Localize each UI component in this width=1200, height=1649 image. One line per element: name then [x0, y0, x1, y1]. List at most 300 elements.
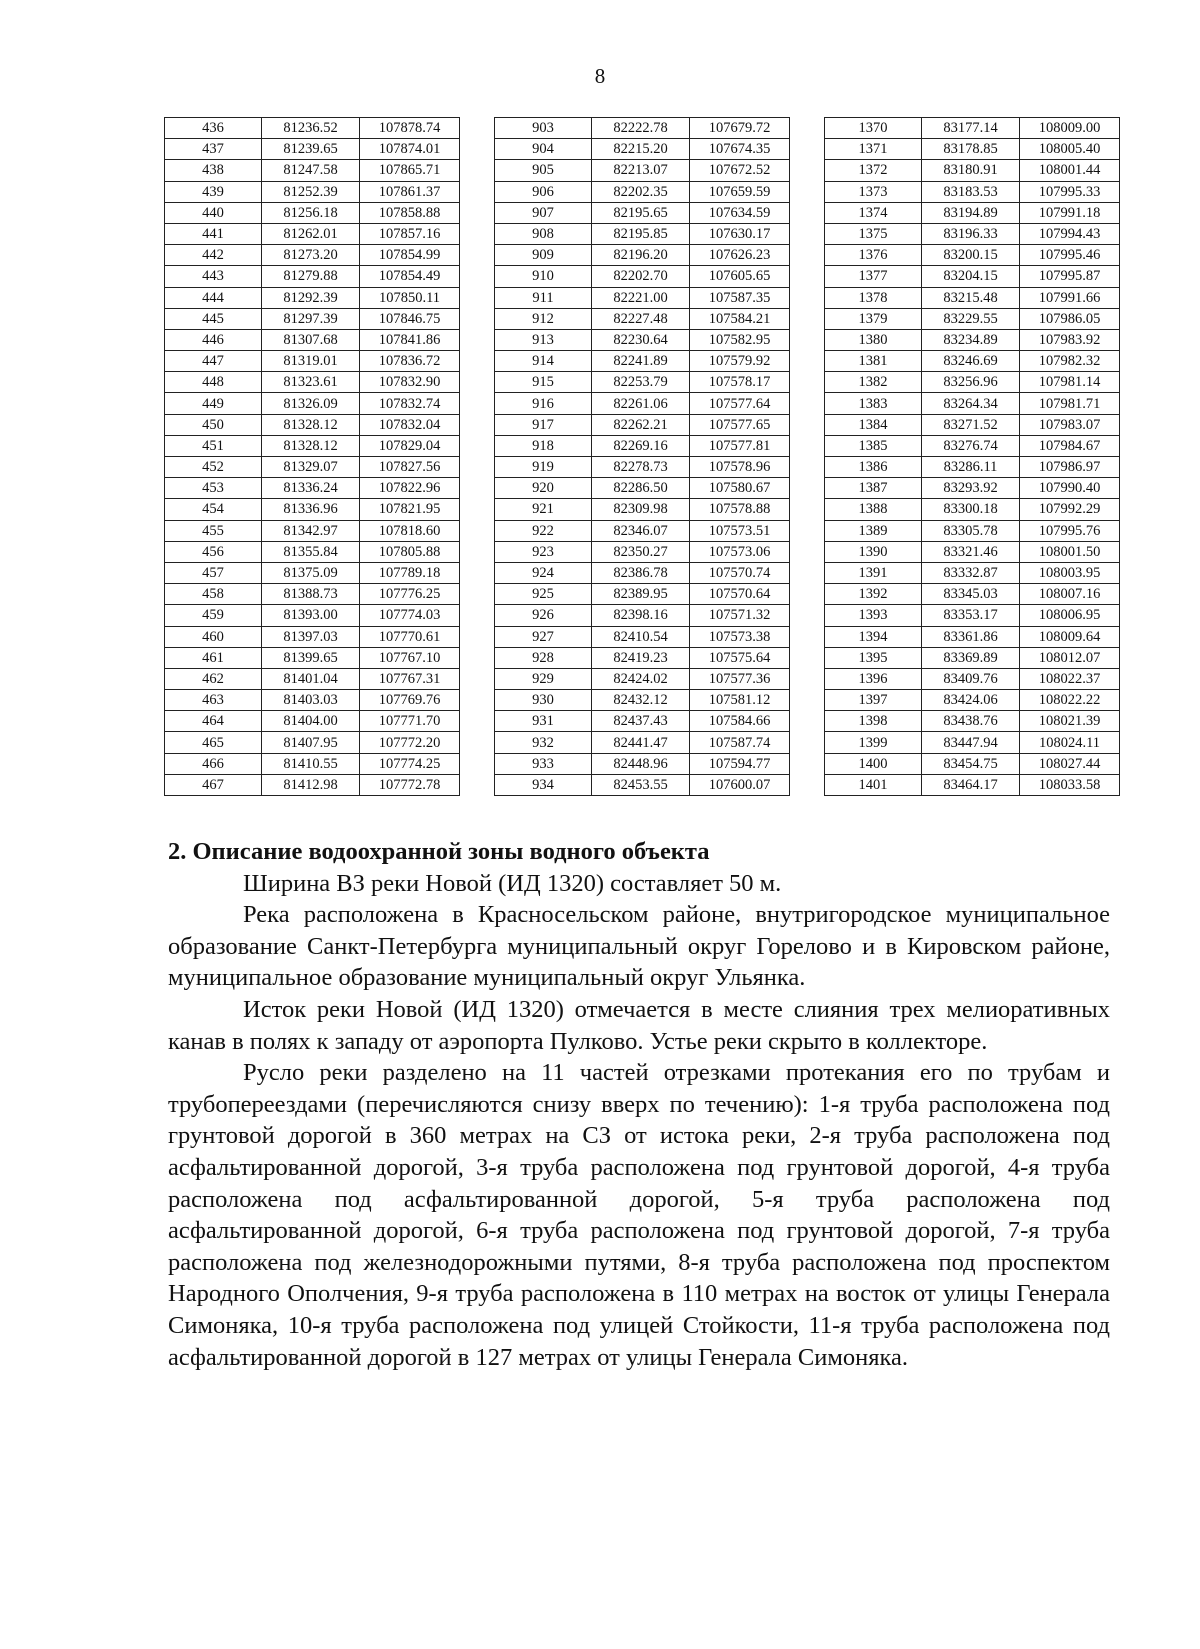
x-coordinate-cell: 81239.65 — [262, 139, 360, 160]
table-row — [165, 732, 460, 753]
y-coordinate-cell: 107672.52 — [690, 160, 790, 181]
point-number-cell: 467 — [165, 774, 262, 795]
x-coordinate-cell: 81262.01 — [262, 223, 360, 244]
point-number-cell: 441 — [165, 223, 262, 244]
x-coordinate-cell: 83369.89 — [922, 647, 1020, 668]
y-coordinate-cell: 107850.11 — [360, 287, 460, 308]
point-number-cell: 905 — [495, 160, 592, 181]
table-row — [495, 562, 790, 583]
y-coordinate-cell: 107878.74 — [360, 118, 460, 139]
y-coordinate-cell: 107995.76 — [1020, 520, 1120, 541]
x-coordinate-cell: 82253.79 — [592, 372, 690, 393]
table-row — [165, 287, 460, 308]
x-coordinate-cell: 82213.07 — [592, 160, 690, 181]
coordinate-table-3 — [824, 117, 1120, 796]
x-coordinate-cell: 83177.14 — [922, 118, 1020, 139]
x-coordinate-cell: 83409.76 — [922, 668, 1020, 689]
table-row — [165, 139, 460, 160]
y-coordinate-cell: 107571.32 — [690, 605, 790, 626]
table-row — [495, 160, 790, 181]
y-coordinate-cell: 107861.37 — [360, 181, 460, 202]
table-row — [825, 457, 1120, 478]
table-row — [495, 774, 790, 795]
point-number-cell: 445 — [165, 308, 262, 329]
y-coordinate-cell: 107584.21 — [690, 308, 790, 329]
x-coordinate-cell: 81401.04 — [262, 668, 360, 689]
y-coordinate-cell: 108021.39 — [1020, 711, 1120, 732]
table-row — [825, 223, 1120, 244]
table-row — [495, 202, 790, 223]
table-row — [825, 118, 1120, 139]
point-number-cell: 919 — [495, 457, 592, 478]
point-number-cell: 1398 — [825, 711, 922, 732]
y-coordinate-cell: 108027.44 — [1020, 753, 1120, 774]
y-coordinate-cell: 107573.51 — [690, 520, 790, 541]
point-number-cell: 462 — [165, 668, 262, 689]
y-coordinate-cell: 107846.75 — [360, 308, 460, 329]
point-number-cell: 913 — [495, 329, 592, 350]
y-coordinate-cell: 107986.05 — [1020, 308, 1120, 329]
x-coordinate-cell: 81323.61 — [262, 372, 360, 393]
table-row — [495, 372, 790, 393]
x-coordinate-cell: 81319.01 — [262, 351, 360, 372]
x-coordinate-cell: 81247.58 — [262, 160, 360, 181]
table-row — [825, 605, 1120, 626]
point-number-cell: 437 — [165, 139, 262, 160]
point-number-cell: 921 — [495, 499, 592, 520]
point-number-cell: 928 — [495, 647, 592, 668]
y-coordinate-cell: 107573.06 — [690, 541, 790, 562]
table-row — [495, 690, 790, 711]
table-row — [165, 774, 460, 795]
y-coordinate-cell: 107772.78 — [360, 774, 460, 795]
point-number-cell: 916 — [495, 393, 592, 414]
y-coordinate-cell: 107770.61 — [360, 626, 460, 647]
y-coordinate-cell: 107983.07 — [1020, 414, 1120, 435]
table-row — [495, 647, 790, 668]
paragraph-location: Река расположена в Красносельском районе, внутригородское муниципальное образование Санкт-Петербурга муниципальный округ Горелово и в Кировском районе, муниципальное образование муниципальный округ Ульянка. — [168, 901, 1110, 992]
point-number-cell: 1400 — [825, 753, 922, 774]
y-coordinate-cell: 107832.04 — [360, 414, 460, 435]
x-coordinate-cell: 83183.53 — [922, 181, 1020, 202]
x-coordinate-cell: 82195.85 — [592, 223, 690, 244]
x-coordinate-cell: 82278.73 — [592, 457, 690, 478]
point-number-cell: 1389 — [825, 520, 922, 541]
table-row — [825, 351, 1120, 372]
point-number-cell: 466 — [165, 753, 262, 774]
point-number-cell: 903 — [495, 118, 592, 139]
point-number-cell: 932 — [495, 732, 592, 753]
y-coordinate-cell: 107573.38 — [690, 626, 790, 647]
point-number-cell: 436 — [165, 118, 262, 139]
y-coordinate-cell: 107630.17 — [690, 223, 790, 244]
y-coordinate-cell: 107584.66 — [690, 711, 790, 732]
table-row — [165, 626, 460, 647]
point-number-cell: 440 — [165, 202, 262, 223]
x-coordinate-cell: 82230.64 — [592, 329, 690, 350]
y-coordinate-cell: 107771.70 — [360, 711, 460, 732]
y-coordinate-cell: 107990.40 — [1020, 478, 1120, 499]
table-row — [495, 393, 790, 414]
x-coordinate-cell: 83353.17 — [922, 605, 1020, 626]
point-number-cell: 934 — [495, 774, 592, 795]
point-number-cell: 1383 — [825, 393, 922, 414]
table-row — [825, 329, 1120, 350]
point-number-cell: 450 — [165, 414, 262, 435]
point-number-cell: 927 — [495, 626, 592, 647]
point-number-cell: 459 — [165, 605, 262, 626]
point-number-cell: 448 — [165, 372, 262, 393]
x-coordinate-cell: 82269.16 — [592, 435, 690, 456]
table-row — [165, 520, 460, 541]
y-coordinate-cell: 107570.74 — [690, 562, 790, 583]
x-coordinate-cell: 83271.52 — [922, 414, 1020, 435]
point-number-cell: 910 — [495, 266, 592, 287]
section-heading: 2. Описание водоохранной зоны водного объекта — [168, 838, 710, 865]
y-coordinate-cell: 107995.33 — [1020, 181, 1120, 202]
x-coordinate-cell: 81236.52 — [262, 118, 360, 139]
table-row — [825, 478, 1120, 499]
point-number-cell: 1376 — [825, 245, 922, 266]
table-row — [165, 647, 460, 668]
y-coordinate-cell: 107986.97 — [1020, 457, 1120, 478]
x-coordinate-cell: 82350.27 — [592, 541, 690, 562]
table-row — [825, 774, 1120, 795]
table-row — [495, 605, 790, 626]
x-coordinate-cell: 82398.16 — [592, 605, 690, 626]
y-coordinate-cell: 107854.99 — [360, 245, 460, 266]
x-coordinate-cell: 82195.65 — [592, 202, 690, 223]
x-coordinate-cell: 81407.95 — [262, 732, 360, 753]
table-row — [825, 647, 1120, 668]
table-row — [825, 711, 1120, 732]
coordinate-table-1 — [164, 117, 460, 796]
table-row — [495, 626, 790, 647]
y-coordinate-cell: 107577.81 — [690, 435, 790, 456]
y-coordinate-cell: 107769.76 — [360, 690, 460, 711]
table-row — [495, 414, 790, 435]
table-row — [165, 499, 460, 520]
x-coordinate-cell: 83178.85 — [922, 139, 1020, 160]
y-coordinate-cell: 107578.88 — [690, 499, 790, 520]
x-coordinate-cell: 81256.18 — [262, 202, 360, 223]
table-row — [165, 329, 460, 350]
y-coordinate-cell: 107865.71 — [360, 160, 460, 181]
point-number-cell: 463 — [165, 690, 262, 711]
paragraph-source: Исток реки Новой (ИД 1320) отмечается в месте слияния трех мелиоративных канав в полях к западу от аэропорта Пулково. Устье реки скрыто в коллекторе. — [168, 995, 1110, 1055]
point-number-cell: 455 — [165, 520, 262, 541]
table-row — [825, 139, 1120, 160]
x-coordinate-cell: 81403.03 — [262, 690, 360, 711]
y-coordinate-cell: 107587.35 — [690, 287, 790, 308]
point-number-cell: 444 — [165, 287, 262, 308]
table-row — [825, 266, 1120, 287]
x-coordinate-cell: 82227.48 — [592, 308, 690, 329]
point-number-cell: 912 — [495, 308, 592, 329]
y-coordinate-cell: 108005.40 — [1020, 139, 1120, 160]
point-number-cell: 465 — [165, 732, 262, 753]
y-coordinate-cell: 107841.86 — [360, 329, 460, 350]
point-number-cell: 1387 — [825, 478, 922, 499]
x-coordinate-cell: 83200.15 — [922, 245, 1020, 266]
point-number-cell: 929 — [495, 668, 592, 689]
table-row — [825, 499, 1120, 520]
x-coordinate-cell: 83332.87 — [922, 562, 1020, 583]
x-coordinate-cell: 83180.91 — [922, 160, 1020, 181]
x-coordinate-cell: 81328.12 — [262, 435, 360, 456]
x-coordinate-cell: 82346.07 — [592, 520, 690, 541]
y-coordinate-cell: 107829.04 — [360, 435, 460, 456]
point-number-cell: 904 — [495, 139, 592, 160]
y-coordinate-cell: 108022.22 — [1020, 690, 1120, 711]
table-row — [165, 584, 460, 605]
table-row — [825, 181, 1120, 202]
point-number-cell: 460 — [165, 626, 262, 647]
point-number-cell: 933 — [495, 753, 592, 774]
table-row — [495, 541, 790, 562]
y-coordinate-cell: 107836.72 — [360, 351, 460, 372]
x-coordinate-cell: 83276.74 — [922, 435, 1020, 456]
table-row — [825, 753, 1120, 774]
table-row — [495, 584, 790, 605]
y-coordinate-cell: 107818.60 — [360, 520, 460, 541]
x-coordinate-cell: 82448.96 — [592, 753, 690, 774]
table-row — [165, 668, 460, 689]
point-number-cell: 1391 — [825, 562, 922, 583]
point-number-cell: 1396 — [825, 668, 922, 689]
coordinate-table-2 — [494, 117, 790, 796]
x-coordinate-cell: 81355.84 — [262, 541, 360, 562]
y-coordinate-cell: 107594.77 — [690, 753, 790, 774]
x-coordinate-cell: 83454.75 — [922, 753, 1020, 774]
x-coordinate-cell: 83194.89 — [922, 202, 1020, 223]
y-coordinate-cell: 108009.00 — [1020, 118, 1120, 139]
table-row — [495, 351, 790, 372]
x-coordinate-cell: 83361.86 — [922, 626, 1020, 647]
x-coordinate-cell: 82437.43 — [592, 711, 690, 732]
point-number-cell: 914 — [495, 351, 592, 372]
x-coordinate-cell: 83464.17 — [922, 774, 1020, 795]
x-coordinate-cell: 83264.34 — [922, 393, 1020, 414]
table-row — [165, 202, 460, 223]
table-row — [495, 287, 790, 308]
point-number-cell: 454 — [165, 499, 262, 520]
x-coordinate-cell: 82221.00 — [592, 287, 690, 308]
point-number-cell: 1379 — [825, 308, 922, 329]
y-coordinate-cell: 107832.90 — [360, 372, 460, 393]
y-coordinate-cell: 107774.03 — [360, 605, 460, 626]
x-coordinate-cell: 81279.88 — [262, 266, 360, 287]
y-coordinate-cell: 107579.92 — [690, 351, 790, 372]
x-coordinate-cell: 81297.39 — [262, 308, 360, 329]
table-row — [495, 711, 790, 732]
y-coordinate-cell: 107577.36 — [690, 668, 790, 689]
x-coordinate-cell: 81307.68 — [262, 329, 360, 350]
x-coordinate-cell: 83447.94 — [922, 732, 1020, 753]
x-coordinate-cell: 82410.54 — [592, 626, 690, 647]
x-coordinate-cell: 81399.65 — [262, 647, 360, 668]
table-row — [825, 372, 1120, 393]
table-row — [825, 160, 1120, 181]
point-number-cell: 442 — [165, 245, 262, 266]
point-number-cell: 439 — [165, 181, 262, 202]
point-number-cell: 451 — [165, 435, 262, 456]
point-number-cell: 931 — [495, 711, 592, 732]
table-row — [495, 499, 790, 520]
table-row — [495, 139, 790, 160]
x-coordinate-cell: 81404.00 — [262, 711, 360, 732]
table-row — [165, 266, 460, 287]
x-coordinate-cell: 81252.39 — [262, 181, 360, 202]
table-row — [165, 435, 460, 456]
point-number-cell: 1397 — [825, 690, 922, 711]
table-row — [165, 753, 460, 774]
y-coordinate-cell: 107874.01 — [360, 139, 460, 160]
y-coordinate-cell: 108003.95 — [1020, 562, 1120, 583]
table-row — [825, 202, 1120, 223]
y-coordinate-cell: 107995.46 — [1020, 245, 1120, 266]
point-number-cell: 453 — [165, 478, 262, 499]
table-row — [165, 351, 460, 372]
x-coordinate-cell: 83234.89 — [922, 329, 1020, 350]
point-number-cell: 1393 — [825, 605, 922, 626]
y-coordinate-cell: 107995.87 — [1020, 266, 1120, 287]
table-row — [165, 245, 460, 266]
table-row — [165, 160, 460, 181]
x-coordinate-cell: 83246.69 — [922, 351, 1020, 372]
y-coordinate-cell: 107832.74 — [360, 393, 460, 414]
table-row — [495, 329, 790, 350]
point-number-cell: 1371 — [825, 139, 922, 160]
x-coordinate-cell: 83196.33 — [922, 223, 1020, 244]
table-row — [825, 287, 1120, 308]
x-coordinate-cell: 82453.55 — [592, 774, 690, 795]
y-coordinate-cell: 107626.23 — [690, 245, 790, 266]
x-coordinate-cell: 83286.11 — [922, 457, 1020, 478]
table-row — [825, 245, 1120, 266]
y-coordinate-cell: 108001.44 — [1020, 160, 1120, 181]
table-row — [825, 584, 1120, 605]
point-number-cell: 1370 — [825, 118, 922, 139]
y-coordinate-cell: 107581.12 — [690, 690, 790, 711]
table-row — [825, 732, 1120, 753]
coordinate-tables — [0, 117, 1200, 807]
point-number-cell: 908 — [495, 223, 592, 244]
table-row — [165, 457, 460, 478]
y-coordinate-cell: 107858.88 — [360, 202, 460, 223]
x-coordinate-cell: 83256.96 — [922, 372, 1020, 393]
x-coordinate-cell: 81273.20 — [262, 245, 360, 266]
point-number-cell: 457 — [165, 562, 262, 583]
y-coordinate-cell: 107605.65 — [690, 266, 790, 287]
x-coordinate-cell: 83229.55 — [922, 308, 1020, 329]
point-number-cell: 907 — [495, 202, 592, 223]
x-coordinate-cell: 82202.70 — [592, 266, 690, 287]
x-coordinate-cell: 82441.47 — [592, 732, 690, 753]
x-coordinate-cell: 82196.20 — [592, 245, 690, 266]
point-number-cell: 1394 — [825, 626, 922, 647]
table-row — [825, 435, 1120, 456]
table-row — [495, 668, 790, 689]
table-row — [165, 372, 460, 393]
y-coordinate-cell: 107659.59 — [690, 181, 790, 202]
point-number-cell: 1382 — [825, 372, 922, 393]
table-row — [495, 732, 790, 753]
point-number-cell: 1381 — [825, 351, 922, 372]
y-coordinate-cell: 107854.49 — [360, 266, 460, 287]
x-coordinate-cell: 82215.20 — [592, 139, 690, 160]
point-number-cell: 1375 — [825, 223, 922, 244]
x-coordinate-cell: 81412.98 — [262, 774, 360, 795]
x-coordinate-cell: 82241.89 — [592, 351, 690, 372]
table-row — [825, 393, 1120, 414]
y-coordinate-cell: 107991.18 — [1020, 202, 1120, 223]
x-coordinate-cell: 81326.09 — [262, 393, 360, 414]
table-row — [825, 668, 1120, 689]
x-coordinate-cell: 82286.50 — [592, 478, 690, 499]
y-coordinate-cell: 107577.64 — [690, 393, 790, 414]
y-coordinate-cell: 107577.65 — [690, 414, 790, 435]
y-coordinate-cell: 107582.95 — [690, 329, 790, 350]
point-number-cell: 917 — [495, 414, 592, 435]
y-coordinate-cell: 107981.14 — [1020, 372, 1120, 393]
x-coordinate-cell: 83305.78 — [922, 520, 1020, 541]
x-coordinate-cell: 81397.03 — [262, 626, 360, 647]
table-row — [165, 223, 460, 244]
y-coordinate-cell: 108033.58 — [1020, 774, 1120, 795]
y-coordinate-cell: 107992.29 — [1020, 499, 1120, 520]
point-number-cell: 1373 — [825, 181, 922, 202]
table-row — [495, 181, 790, 202]
table-row — [495, 753, 790, 774]
point-number-cell: 920 — [495, 478, 592, 499]
x-coordinate-cell: 83300.18 — [922, 499, 1020, 520]
point-number-cell: 456 — [165, 541, 262, 562]
y-coordinate-cell: 107578.17 — [690, 372, 790, 393]
point-number-cell: 924 — [495, 562, 592, 583]
x-coordinate-cell: 82386.78 — [592, 562, 690, 583]
x-coordinate-cell: 82309.98 — [592, 499, 690, 520]
y-coordinate-cell: 107580.67 — [690, 478, 790, 499]
point-number-cell: 458 — [165, 584, 262, 605]
paragraph-pipes: Русло реки разделено на 11 частей отрезками протекания его по трубам и трубопереездами (перечисляются снизу вверх по течению): 1-я труба расположена под грунтовой дорогой в 360 метрах на СЗ от истока реки, 2-я труба расположена под асфальтированной дорогой, 3-я труба расположена под грунтовой дорогой, 4-я труба расположена под асфальтированной дорогой, 5-я труба расположена под асфальтированной дорогой, 6-я труба расположена под грунтовой дорогой, 7-я труба расположена под железнодорожными путями, 8-я труба расположена под проспектом Народного Ополчения, 9-я труба расположена в 110 метрах на восток от улицы Генерала Симоняка, 10-я труба расположена под улицей Стойкости, 11-я труба расположена под асфальтированной дорогой в 127 метрах от улицы Генерала Симоняка. — [168, 1059, 1110, 1371]
y-coordinate-cell: 107679.72 — [690, 118, 790, 139]
point-number-cell: 464 — [165, 711, 262, 732]
y-coordinate-cell: 107587.74 — [690, 732, 790, 753]
y-coordinate-cell: 107827.56 — [360, 457, 460, 478]
point-number-cell: 1399 — [825, 732, 922, 753]
table-row — [825, 562, 1120, 583]
table-row — [165, 308, 460, 329]
y-coordinate-cell: 108001.50 — [1020, 541, 1120, 562]
point-number-cell: 930 — [495, 690, 592, 711]
y-coordinate-cell: 107575.64 — [690, 647, 790, 668]
water-protection-zone-section — [168, 836, 1110, 1373]
point-number-cell: 911 — [495, 287, 592, 308]
table-row — [495, 308, 790, 329]
point-number-cell: 1374 — [825, 202, 922, 223]
y-coordinate-cell: 107776.25 — [360, 584, 460, 605]
table-row — [495, 520, 790, 541]
table-row — [495, 457, 790, 478]
table-row — [165, 478, 460, 499]
y-coordinate-cell: 107983.92 — [1020, 329, 1120, 350]
table-row — [825, 626, 1120, 647]
x-coordinate-cell: 83424.06 — [922, 690, 1020, 711]
point-number-cell: 925 — [495, 584, 592, 605]
point-number-cell: 447 — [165, 351, 262, 372]
y-coordinate-cell: 108024.11 — [1020, 732, 1120, 753]
